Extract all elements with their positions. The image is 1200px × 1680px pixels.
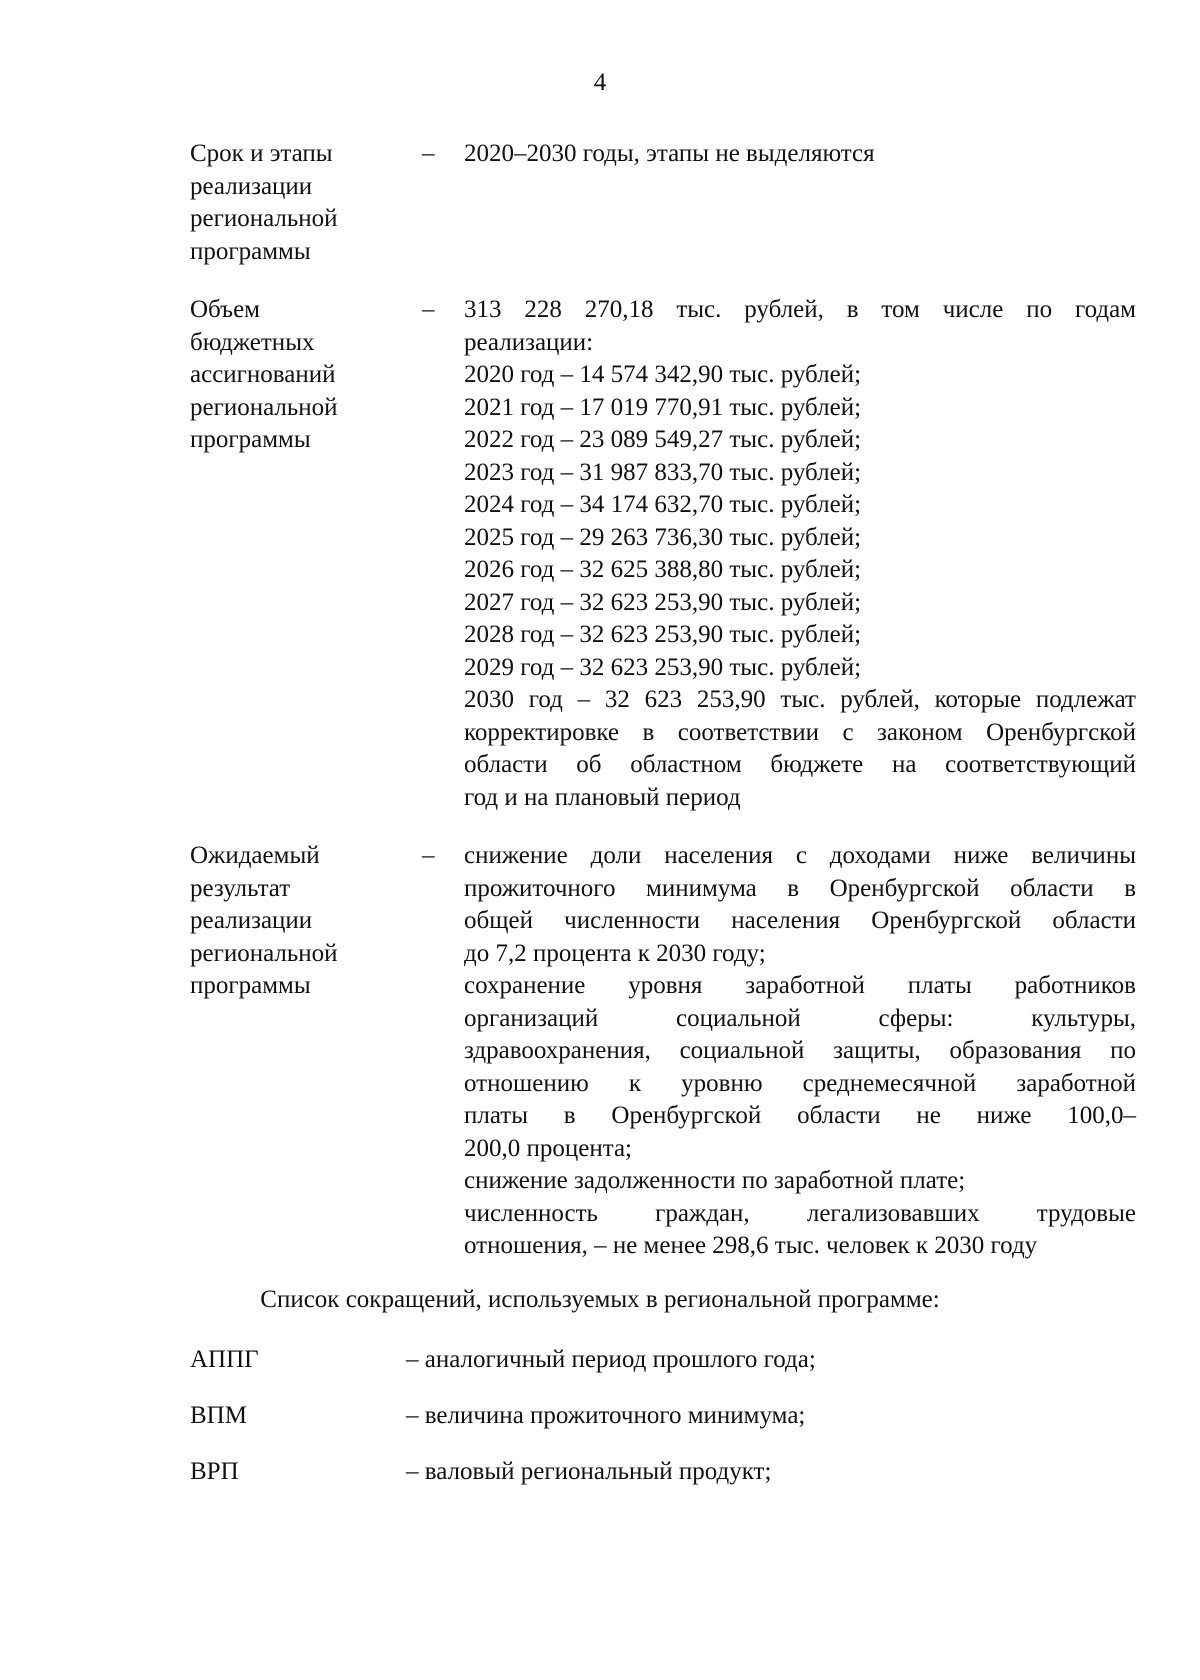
abbreviation-definition: – величина прожиточного минимума;: [406, 1402, 806, 1429]
abbreviation-term: ВРП: [190, 1458, 239, 1485]
abbreviation-item: [190, 1456, 1090, 1512]
passport-row-label: [190, 138, 422, 268]
passport-value-line: 2020 год – 14 574 342,90 тыс. рублей;: [464, 361, 862, 388]
passport-row-value: [464, 840, 1136, 1263]
passport-label-line: программы: [190, 426, 311, 453]
passport-value-line: снижение задолженности по заработной плате;: [464, 1167, 966, 1194]
passport-label-line: Срок и этапы: [190, 140, 333, 167]
passport-value-line: 200,0 процента;: [464, 1134, 633, 1162]
passport-value-line: 2026 год – 32 625 388,80 тыс. рублей;: [464, 556, 862, 583]
passport-value-line: организаций социальной сферы: культуры,: [464, 1004, 1136, 1032]
passport-value-line: сохранение уровня заработной платы работников: [464, 972, 1136, 999]
passport-row-value: [464, 138, 1136, 171]
passport-value-line: численность граждан, легализовавших трудовые: [464, 1199, 1136, 1227]
abbreviation-item: [190, 1400, 1090, 1456]
passport-value-line: общей численности населения Оренбургской области: [464, 907, 1136, 934]
abbreviations-title: Список сокращений, используемых в региональной программе:: [260, 1286, 940, 1313]
passport-row-value: [464, 294, 1136, 814]
passport-label-line: результат: [190, 874, 291, 902]
passport-value-line: 2023 год – 31 987 833,70 тыс. рублей;: [464, 458, 862, 486]
passport-value-line: 2022 год – 23 089 549,27 тыс. рублей;: [464, 426, 862, 453]
passport-value-line: области об областном бюджете на соответствующий: [464, 751, 1136, 778]
passport-label-line: региональной: [190, 205, 338, 232]
passport-value-line: 2029 год – 32 623 253,90 тыс. рублей;: [464, 653, 862, 681]
abbreviation-definition: – валовый региональный продукт;: [406, 1458, 772, 1485]
abbreviation-term: АППГ: [190, 1346, 259, 1373]
passport-value-line: корректировке в соответствии с законом Оренбургской: [464, 718, 1136, 746]
passport-row-label: [190, 840, 422, 1003]
passport-label-line: реализации: [190, 907, 313, 934]
abbreviation-item: [190, 1344, 1090, 1400]
passport-value-line: 2030 год – 32 623 253,90 тыс. рублей, которые подлежат: [464, 686, 1136, 713]
passport-label-line: Объем: [190, 296, 260, 323]
abbreviation-term: ВПМ: [190, 1402, 247, 1429]
passport-value-line: до 7,2 процента к 2030 году;: [464, 939, 766, 967]
passport-row-label: [190, 294, 422, 457]
passport-row: [190, 138, 1136, 268]
passport-label-line: региональной: [190, 393, 338, 421]
passport-value-line: 2024 год – 34 174 632,70 тыс. рублей;: [464, 491, 862, 518]
passport-value-line: отношению к уровню среднемесячной заработной: [464, 1069, 1136, 1097]
passport-label-line: программы: [190, 237, 311, 265]
abbreviations-list: [190, 1344, 1090, 1512]
passport-value-line: здравоохранения, социальной защиты, образования по: [464, 1037, 1136, 1064]
passport-value-line: 2028 год – 32 623 253,90 тыс. рублей;: [464, 621, 862, 648]
passport-label-line: ассигнований: [190, 361, 336, 388]
passport-label-line: Ожидаемый: [190, 842, 320, 869]
passport-value-line: прожиточного минимума в Оренбургской области в: [464, 874, 1136, 902]
passport-row-dash: –: [422, 842, 435, 869]
passport-row: [190, 840, 1136, 1263]
passport-row-dash: –: [422, 296, 435, 323]
passport-row-dash: –: [422, 140, 435, 167]
passport-value-line: 2021 год – 17 019 770,91 тыс. рублей;: [464, 393, 862, 421]
passport-label-line: реализации: [190, 172, 313, 200]
passport-value-line: снижение доли населения с доходами ниже величины: [464, 842, 1136, 869]
passport-value-line: реализации:: [464, 328, 594, 356]
passport-label-line: региональной: [190, 939, 338, 967]
passport-row: [190, 294, 1136, 814]
passport-value-line: отношения, – не менее 298,6 тыс. человек к 2030 году: [464, 1232, 1038, 1259]
passport-value-line: платы в Оренбургской области не ниже 100,0–: [464, 1102, 1136, 1129]
page-number: 4: [593, 69, 607, 96]
passport-label-line: бюджетных: [190, 328, 315, 356]
passport-value-line: 313 228 270,18 тыс. рублей, в том числе по годам: [464, 296, 1136, 323]
passport-value-line: год и на плановый период: [464, 783, 741, 811]
passport-value-line: 2020–2030 годы, этапы не выделяются: [464, 140, 875, 167]
passport-value-line: 2025 год – 29 263 736,30 тыс. рублей;: [464, 523, 862, 551]
passport-label-line: программы: [190, 972, 311, 999]
abbreviation-definition: – аналогичный период прошлого года;: [406, 1346, 816, 1373]
passport-value-line: 2027 год – 32 623 253,90 тыс. рублей;: [464, 588, 862, 616]
program-passport: [190, 138, 1136, 1289]
